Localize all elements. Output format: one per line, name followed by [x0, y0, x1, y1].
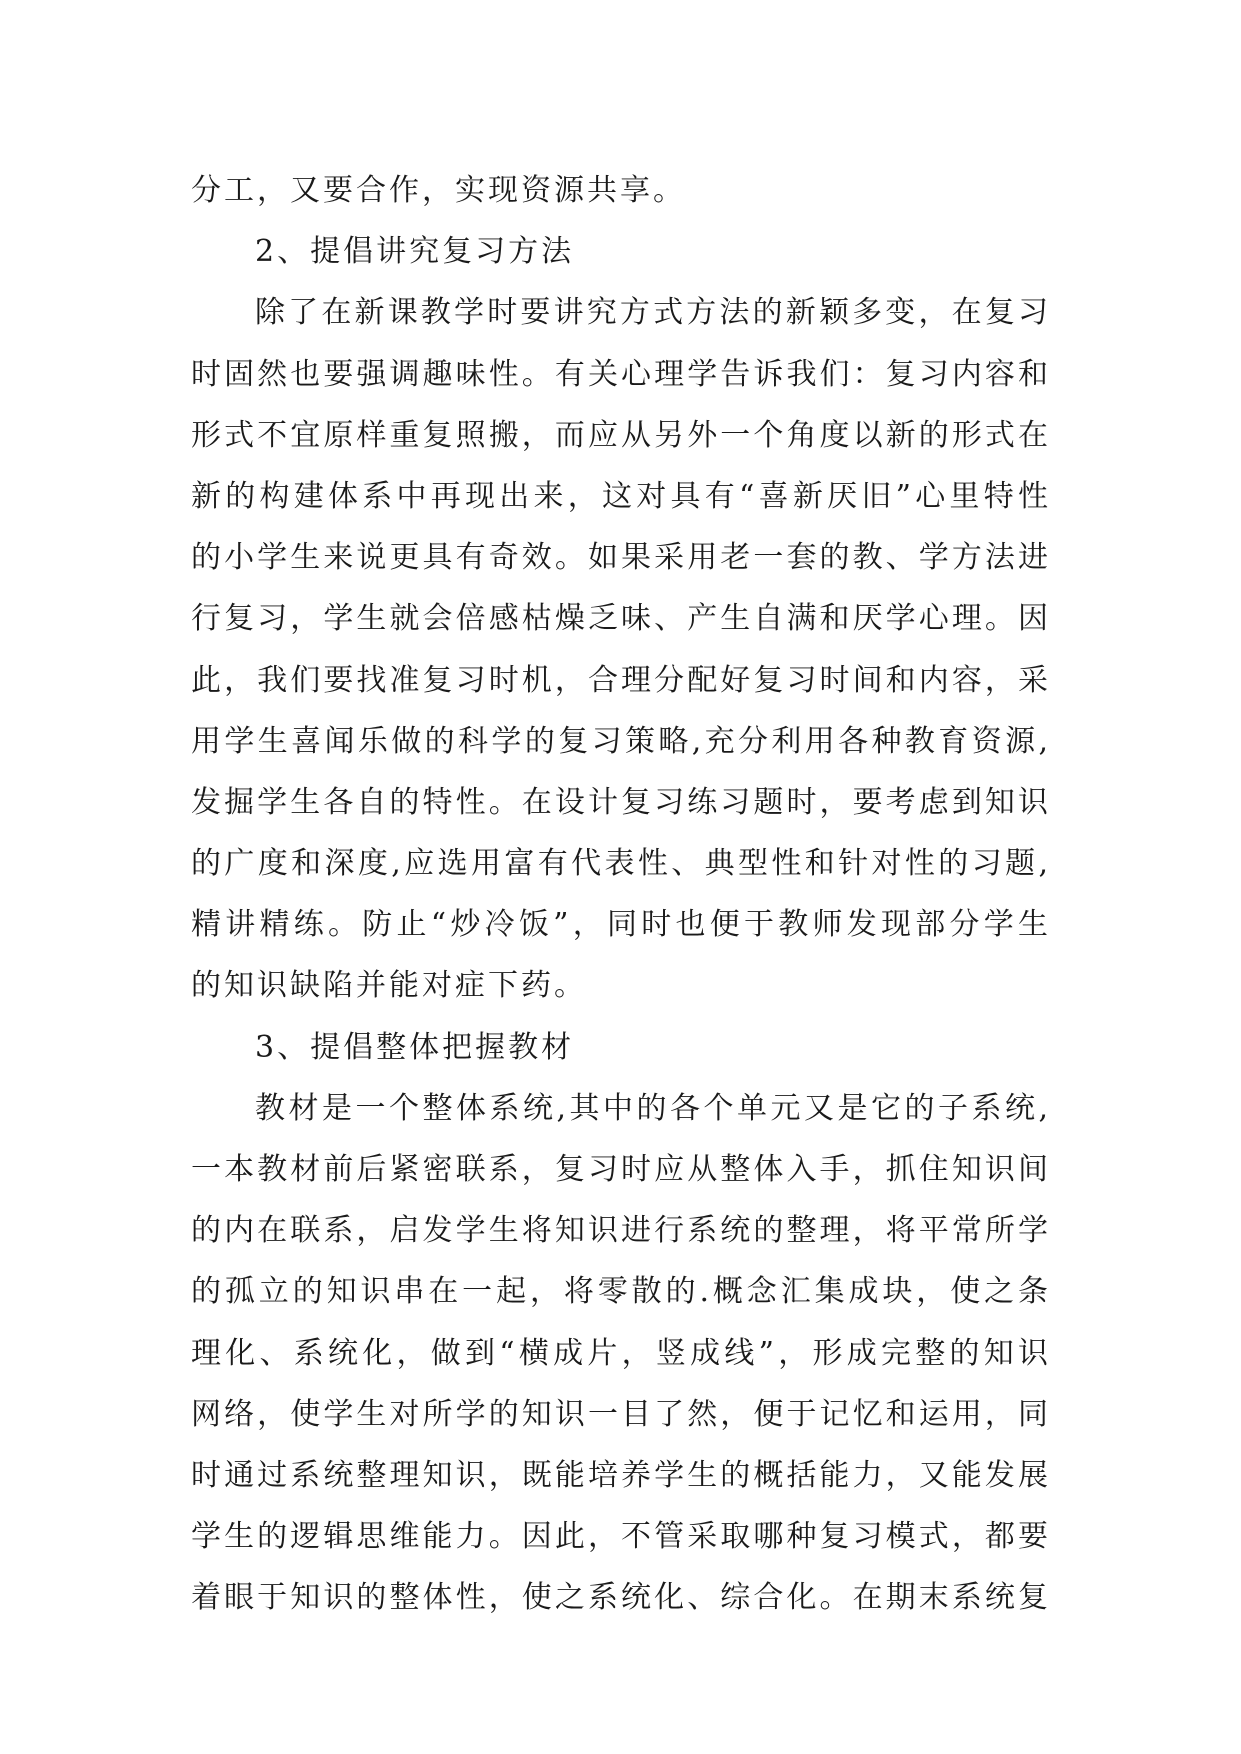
section-heading: 2、提倡讲究复习方法	[255, 234, 575, 270]
paragraph-line: 网络，使学生对所学的知识一目了然，便于记忆和运用，同	[191, 1396, 1051, 1432]
section-heading: 3、提倡整体把握教材	[255, 1029, 575, 1065]
body-text	[191, 160, 1051, 1629]
paragraph-line: 教材是一个整体系统,其中的各个单元又是它的子系统,	[255, 1090, 1051, 1126]
paragraph-line: 的孤立的知识串在一起，将零散的.概念汇集成块，使之条	[191, 1274, 1051, 1310]
paragraph-line: 发掘学生各自的特性。在设计复习练习题时，要考虑到知识	[191, 784, 1051, 820]
paragraph-line: 时通过系统整理知识，既能培养学生的概括能力，又能发展	[191, 1457, 1051, 1493]
paragraph-line: 的知识缺陷并能对症下药。	[191, 968, 587, 1004]
paragraph-line: 分工，又要合作，实现资源共享。	[191, 173, 686, 208]
paragraph-line: 的广度和深度,应选用富有代表性、典型性和针对性的习题,	[191, 846, 1051, 882]
paragraph-line: 除了在新课教学时要讲究方式方法的新颖多变，在复习	[255, 295, 1051, 331]
paragraph-line: 学生的逻辑思维能力。因此，不管采取哪种复习模式，都要	[191, 1519, 1051, 1555]
paragraph-line: 的内在联系，启发学生将知识进行系统的整理，将平常所学	[191, 1213, 1051, 1249]
paragraph-line: 精讲精练。防止“炒冷饭”，同时也便于教师发现部分学生	[191, 907, 1051, 943]
paragraph-line: 用学生喜闻乐做的科学的复习策略,充分利用各种教育资源,	[191, 723, 1051, 759]
paragraph-line: 此，我们要找准复习时机，合理分配好复习时间和内容，采	[191, 662, 1051, 698]
paragraph-line: 理化、系统化，做到“横成片，竖成线”，形成完整的知识	[191, 1335, 1051, 1371]
paragraph-line: 时固然也要强调趣味性。有关心理学告诉我们：复习内容和	[191, 356, 1051, 392]
paragraph-line: 着眼于知识的整体性，使之系统化、综合化。在期末系统复	[191, 1580, 1051, 1616]
paragraph-line: 新的构建体系中再现出来，这对具有“喜新厌旧”心里特性	[191, 478, 1051, 514]
paragraph-line: 一本教材前后紧密联系，复习时应从整体入手，抓住知识间	[191, 1152, 1051, 1187]
paragraph-line: 行复习，学生就会倍感枯燥乏味、产生自满和厌学心理。因	[191, 601, 1051, 637]
paragraph-line: 形式不宜原样重复照搬，而应从另外一个角度以新的形式在	[191, 417, 1051, 453]
paragraph-line: 的小学生来说更具有奇效。如果采用老一套的教、学方法进	[191, 540, 1051, 576]
